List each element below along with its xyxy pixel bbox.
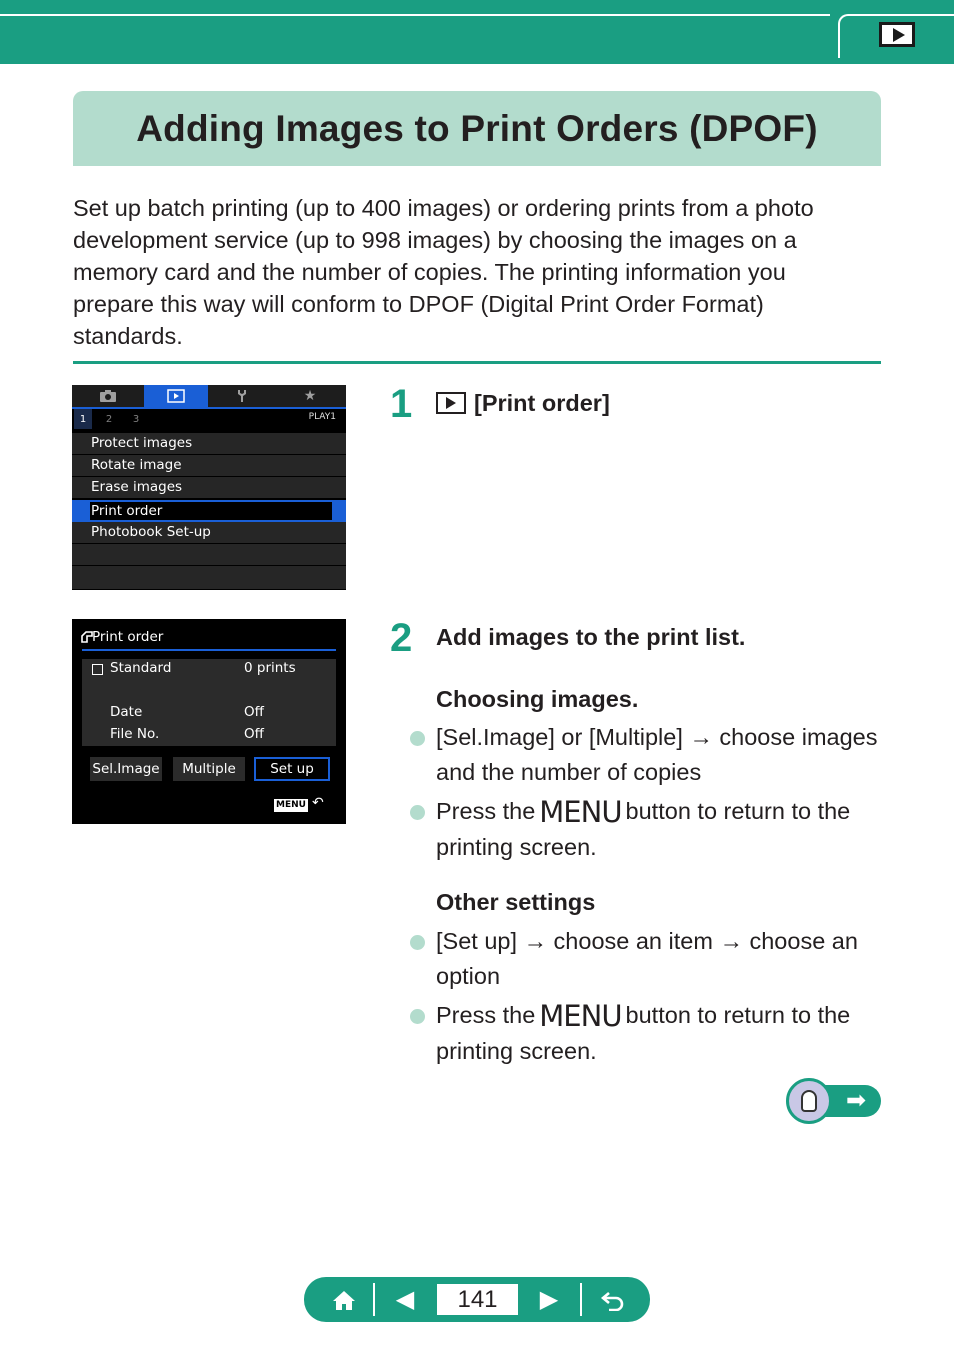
page-number: 141 xyxy=(437,1284,518,1315)
nav-separator xyxy=(373,1283,375,1316)
camera-menu-item: Rotate image xyxy=(72,455,346,477)
bullet-dot xyxy=(410,935,425,950)
camera-menu-tag: PLAY1 xyxy=(308,412,336,422)
bullet-text: [Set up] → choose an item → choose an option xyxy=(436,928,858,989)
banner-line xyxy=(0,14,830,16)
camera-subtab: 1 xyxy=(74,409,92,429)
camera-playback-tab-icon xyxy=(144,385,208,407)
set-up-button: Set up xyxy=(254,757,330,781)
sel-image-button: Sel.Image xyxy=(90,757,162,781)
menu-chip: MENU xyxy=(276,800,306,810)
fileno-label: File No. xyxy=(110,726,160,742)
bullet-text-before: Press the xyxy=(436,798,536,824)
bullet-text xyxy=(436,998,886,1069)
step-1-number: 1 xyxy=(390,382,413,426)
bullet-dot xyxy=(410,1009,425,1024)
title-box xyxy=(73,91,881,166)
bullet-text-before: Press the xyxy=(436,1002,536,1028)
print-type-label: Standard xyxy=(110,660,172,676)
top-banner xyxy=(0,0,954,64)
bullet-dot xyxy=(410,731,425,746)
camera-menu-item-selected: Print order xyxy=(72,500,346,522)
step-1-heading xyxy=(436,390,610,417)
playback-icon[interactable] xyxy=(879,22,915,47)
bullet-item xyxy=(410,720,880,790)
next-page-icon[interactable]: ▶ xyxy=(539,1286,559,1313)
fileno-value: Off xyxy=(244,726,264,742)
print-order-screen xyxy=(72,619,346,824)
bullet-dot xyxy=(410,805,425,820)
camera-menu-screen xyxy=(72,385,346,590)
bullet-item xyxy=(410,998,880,1068)
playback-inline-icon xyxy=(436,392,466,414)
choosing-heading: Choosing images. xyxy=(436,686,639,712)
menu-button-glyph: MENU xyxy=(539,795,622,829)
camera-wrench-icon xyxy=(210,385,274,407)
step-2-number: 2 xyxy=(390,616,413,660)
camera-star-icon: ★ xyxy=(303,388,317,404)
camera-subtab: 2 xyxy=(105,413,113,425)
bullet-item xyxy=(410,794,880,864)
step-1-label: [Print order] xyxy=(474,390,610,416)
bullet-text-after: button to return to the printing screen. xyxy=(436,798,851,860)
camera-menu-item: Protect images xyxy=(72,433,346,455)
date-label: Date xyxy=(110,704,143,720)
arrow-right-icon[interactable]: ➡ xyxy=(846,1087,867,1114)
print-order-header: Print order xyxy=(92,629,164,645)
page-title: Adding Images to Print Orders (DPOF) xyxy=(136,107,818,149)
camera-menu-item: Photobook Set-up xyxy=(72,522,346,544)
camera-subtab: 3 xyxy=(132,413,140,425)
print-type-icon xyxy=(92,664,103,675)
date-value: Off xyxy=(244,704,264,720)
multiple-button: Multiple xyxy=(173,757,245,781)
print-order-header-line xyxy=(82,649,336,651)
bullet-item xyxy=(410,924,880,994)
other-settings-heading: Other settings xyxy=(436,889,596,915)
divider xyxy=(73,361,881,364)
bullet-text xyxy=(436,794,886,865)
camera-shoot-icon xyxy=(76,385,140,407)
intro-paragraph: Set up batch printing (up to 400 images) or ordering prints from a photo development service (up to 998 images) by choosing the images on a memory card and the number of copies. The printing information you prepare this way will conform to DPOF (Digital Print Order Format) standards. xyxy=(73,195,814,349)
camera-menu-item: Erase images xyxy=(72,477,346,499)
previous-page-icon[interactable]: ◀ xyxy=(395,1286,415,1313)
nav-separator xyxy=(580,1283,582,1316)
bullet-text: [Sel.Image] or [Multiple] → choose images and the number of copies xyxy=(436,724,878,785)
menu-button-glyph: MENU xyxy=(539,999,622,1033)
back-icon[interactable] xyxy=(590,1277,636,1322)
home-icon[interactable] xyxy=(320,1277,368,1322)
bullet-text-after: button to return to the printing screen. xyxy=(436,1002,851,1064)
camera-menu-empty-row xyxy=(72,544,346,566)
lightbulb-icon[interactable] xyxy=(786,1078,832,1124)
back-arrow-icon: ↶ xyxy=(312,795,324,811)
camera-menu-empty-row xyxy=(72,566,346,590)
step-2-heading: Add images to the print list. xyxy=(436,624,746,650)
print-count: 0 prints xyxy=(244,660,296,676)
